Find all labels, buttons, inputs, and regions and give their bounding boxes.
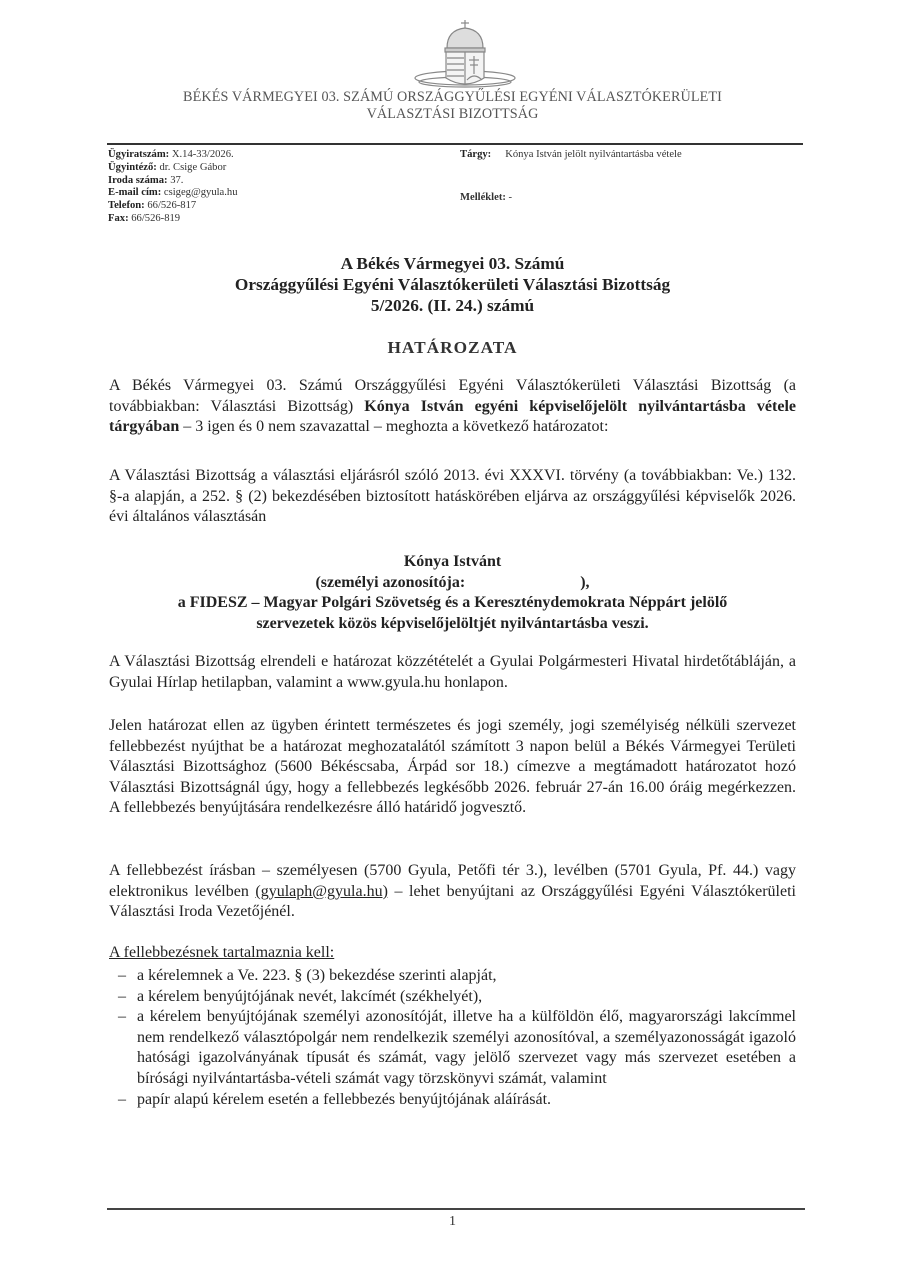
list-item: – a kérelem benyújtójának nevét, lakcímét (székhelyét), xyxy=(118,987,796,1008)
header-divider xyxy=(107,143,803,145)
room-number: 37. xyxy=(170,174,184,186)
submission-paragraph xyxy=(109,861,796,923)
fax-number: 66/526-819 xyxy=(131,212,181,224)
office-header xyxy=(0,89,905,123)
intro-text-bold: Kónya István egyéni képviselőjelölt nyilvántartásba vétele tárgyában xyxy=(109,397,796,436)
title-line2: Országgyűlési Egyéni Választókerületi Választási Bizottság xyxy=(234,275,671,294)
resolution-block xyxy=(100,552,805,634)
phone-number: 66/526-817 xyxy=(147,200,197,212)
legal-basis-paragraph: A Választási Bizottság a választási eljárásról szóló 2013. évi XXXVI. törvény (a továbbiakban: Ve.) 132. §-a alapján, a 252. § (2) bekezdésében biztosított hatáskörében eljárva az országgyűlési képviselők 2026. évi általános választásán xyxy=(109,467,796,526)
nominating-parties: a FIDESZ – Magyar Polgári Szövetség és a Kereszténydemokrata Néppárt jelölő xyxy=(177,594,728,611)
email-label: E-mail cím: xyxy=(108,187,162,199)
attachment-row xyxy=(460,192,512,203)
subject-text: Kónya István jelölt nyilvántartásba vétele xyxy=(505,149,682,160)
dash-bullet-icon: – xyxy=(118,967,126,984)
dash-bullet-icon: – xyxy=(118,1090,126,1108)
room-label: Iroda száma: xyxy=(108,174,168,186)
intro-text-b: – 3 igen és 0 nem szavazattal – meghozta a következő határozatot: xyxy=(179,418,609,436)
personal-id-row xyxy=(100,573,805,594)
candidate-name: Kónya Istvánt xyxy=(403,553,502,570)
phone-row xyxy=(108,200,238,213)
email-row xyxy=(108,187,238,200)
decision-heading: HATÁROZATA xyxy=(387,338,518,357)
handler-label: Ügyintéző: xyxy=(108,161,157,173)
file-number: X.14-33/2026. xyxy=(171,149,234,160)
document-title xyxy=(0,253,905,316)
subject-label: Tárgy: xyxy=(460,149,492,160)
office-name-line2: VÁLASZTÁSI BIZOTTSÁG xyxy=(366,106,539,122)
personal-id-label: (személyi azonosítója: xyxy=(315,573,466,591)
phone-label: Telefon: xyxy=(108,200,145,212)
list-item: – papír alapú kérelem esetén a fellebbezés benyújtójának aláírását. xyxy=(118,1090,796,1111)
requirements-heading: A fellebbezésnek tartalmaznia kell: xyxy=(109,944,335,961)
room-row xyxy=(108,175,238,188)
file-number-row xyxy=(108,149,238,162)
appeal-paragraph: Jelen határozat ellen az ügyben érintett természetes és jogi személy, jogi személyiség nélküli szervezet fellebbezést nyújthat be a határozat meghozatalától számított 3 napon belül a Békés Vármegyei Területi Választási Bizottsághoz (5600 Békéscsaba, Árpád sor 18.) címezve a megtámadott határozatot hozó Választási Bizottságnál úgy, hogy a fellebbezés legkésőbb 2026. február 27-án 16.00 óráig megérkezzen. A fellebbezés benyújtására rendelkezésre álló határidő jogvesztő. xyxy=(109,717,796,817)
submission-text-a: A fellebbezést írásban – személyesen (5700 Gyula, Petőfi tér 3.), levélben (5701 Gyula, Pf. 44.) vagy elektronikus levélben xyxy=(109,862,796,900)
handler-row xyxy=(108,162,238,175)
case-metadata xyxy=(108,149,238,226)
fax-label: Fax: xyxy=(108,212,129,224)
title-line1: A Békés Vármegyei 03. Számú xyxy=(340,254,565,273)
appeal-email-link[interactable]: (gyulaph@gyula.hu) xyxy=(255,882,388,900)
attachment-label: Melléklet: xyxy=(460,192,506,203)
dash-bullet-icon: – xyxy=(118,1008,126,1026)
subject-row xyxy=(460,149,682,160)
publication-paragraph: A Választási Bizottság elrendeli e határozat közzétételét a Gyulai Polgármesteri Hivatal hirdetőtábláján, a Gyulai Hírlap hetilapban, valamint a www.gyula.hu honlapon. xyxy=(109,653,796,691)
file-number-label: Ügyiratszám: xyxy=(108,149,170,160)
hungarian-coat-of-arms-icon xyxy=(410,8,520,90)
submission-text-b: – lehet benyújtani az Országgyűlési Egyéni Választókerületi Választási Iroda Vezetőjénél. xyxy=(109,882,796,921)
personal-id-close: ), xyxy=(580,573,590,591)
resolution-outcome: szervezetek közös képviselőjelöltjét nyilvántartásba veszi. xyxy=(256,614,649,632)
title-line3: 5/2026. (II. 24.) számú xyxy=(370,296,535,315)
dash-bullet-icon: – xyxy=(118,987,126,1005)
list-item: – a kérelem benyújtójának személyi azonosítóját, illetve ha a külföldön élő, magyarországi lakcímmel nem rendelkező választópolgár nem rendelkezik személyi azonosítóval, a személyazonosságát igazoló hatósági igazolványának típusát és számát, vagy jelölő szervezet vagy más szervezet esetében a bírósági nyilvántartásba-vételi számát vagy törzskönyvi számát, valamint xyxy=(118,1008,796,1087)
requirements-list xyxy=(118,966,796,1110)
email-address[interactable]: csigeg@gyula.hu xyxy=(163,187,238,199)
intro-paragraph xyxy=(109,376,796,438)
fax-row xyxy=(108,213,238,226)
intro-text-a: A Békés Vármegyei 03. Számú Országgyűlési Egyéni Választókerületi Választási Bizottság (a továbbiakban: Választási Bizottság) xyxy=(109,377,796,415)
list-item: – a kérelemnek a Ve. 223. § (3) bekezdése szerinti alapját, xyxy=(118,966,796,987)
attachment-value: - xyxy=(508,192,513,203)
page-number: 1 xyxy=(449,1214,456,1229)
handler-name: dr. Csige Gábor xyxy=(159,161,227,173)
office-name-line1: BÉKÉS VÁRMEGYEI 03. SZÁMÚ ORSZÁGGYŰLÉSI EGYÉNI VÁLASZTÓKERÜLETI xyxy=(183,89,722,105)
footer-divider xyxy=(107,1208,805,1210)
